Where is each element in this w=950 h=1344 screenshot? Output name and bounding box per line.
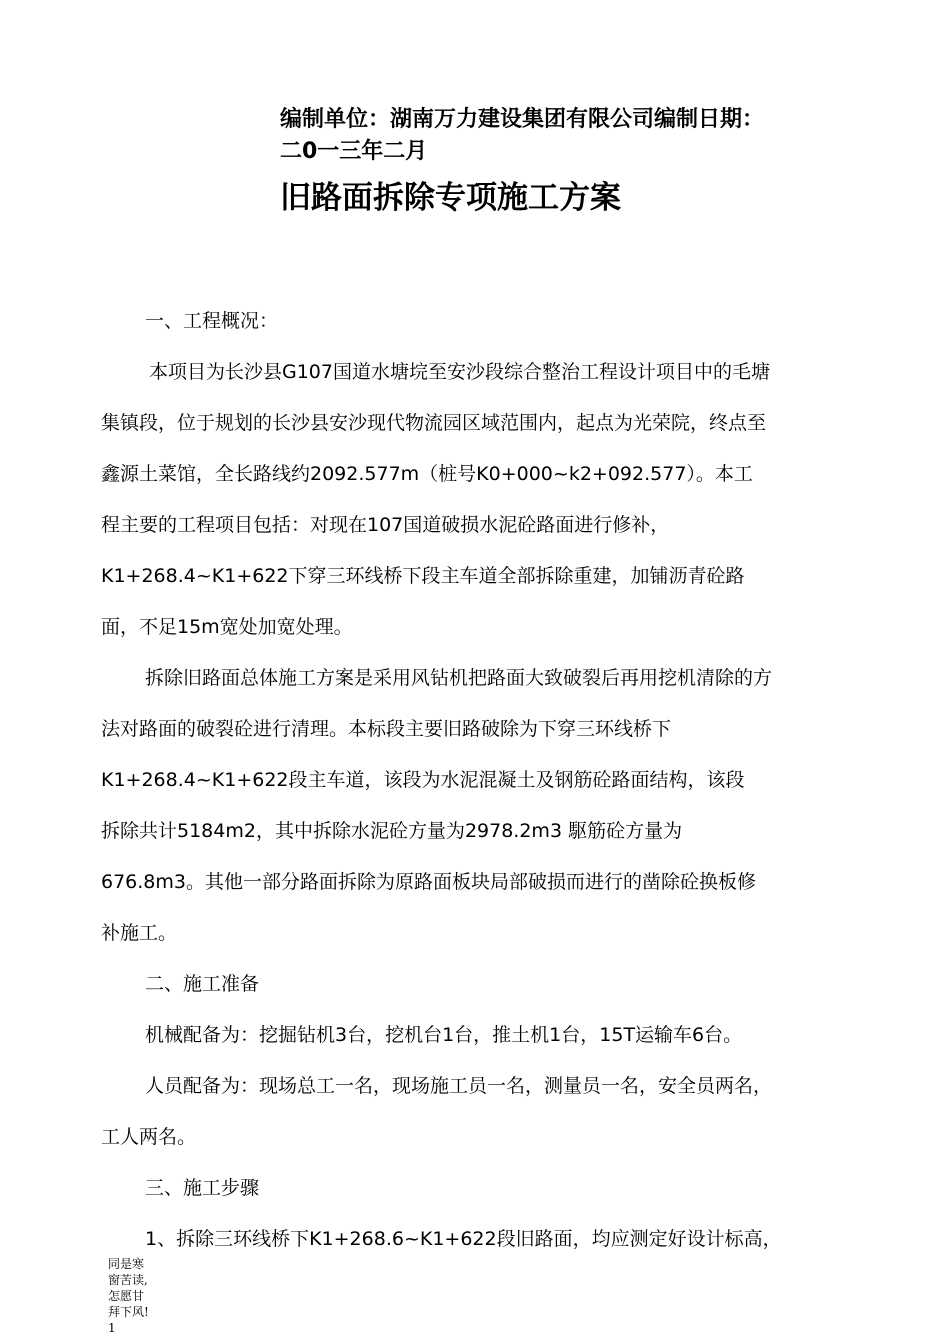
footer-note-line: 同是寒 <box>108 1257 145 1271</box>
paragraph-line: 面，不足15m宽处加宽处理。 <box>101 616 353 638</box>
document-header <box>280 104 880 168</box>
paragraph-line: 鑫源土菜馆，全长路线约2092.577m（桩号K0+000~k2+092.577）。本工 <box>101 463 753 485</box>
paragraph-line: 工人两名。 <box>101 1126 197 1148</box>
page-number: 1 <box>108 1321 116 1335</box>
section-heading-steps: 三、施工步骤 <box>145 1177 260 1199</box>
footer-note-line: 窗苦读, <box>108 1273 148 1287</box>
paragraph-line: 法对路面的破裂砼进行清理。本标段主要旧路破除为下穿三环线桥下 <box>101 718 672 740</box>
paragraph-line: 拆除共计5184m2，其中拆除水泥砼方量为2978.2m3 駆筋砼方量为 <box>101 820 683 842</box>
footer-note-line: 拜下风! <box>108 1305 149 1319</box>
paragraph-line: K1+268.4~K1+622段主车道，该段为水泥混凝土及钢筋砼路面结构，该段 <box>101 769 745 791</box>
header-date-value: 二0一三年二月 <box>280 139 428 164</box>
footer-note <box>108 1256 149 1320</box>
section-heading-overview: 一、工程概况： <box>145 310 279 332</box>
paragraph-line: 程主要的工程项目包括：对现在107国道破损水泥砼路面进行修补， <box>101 514 670 536</box>
header-org-date: 编制单位：湖南万力建设集团有限公司编制日期： <box>280 107 765 132</box>
paragraph-line: 机械配备为：挖掘钻机3台，挖机台1台，推土机1台，15T运输车6台。 <box>145 1024 743 1046</box>
paragraph-line: 1、拆除三环线桥下K1+268.6~K1+622段旧路面，均应测定好设计标高， <box>145 1228 782 1250</box>
document-title: 旧路面拆除专项施工方案 <box>280 180 621 216</box>
paragraph-line: 人员配备为：现场总工一名，现场施工员一名，测量员一名，安全员两名， <box>145 1075 773 1097</box>
paragraph-line: 集镇段，位于规划的长沙县安沙现代物流园区域范围内，起点为光荣院，终点至 <box>101 412 767 434</box>
footer-note-line: 怎愿甘 <box>108 1289 145 1303</box>
document-body <box>101 303 871 1272</box>
paragraph-line: K1+268.4~K1+622下穿三环线桥下段主车道全部拆除重建，加铺沥青砼路 <box>101 565 745 587</box>
paragraph-line: 本项目为长沙县G107国道水塘垸至安沙段综合整治工程设计项目中的毛塘 <box>149 361 770 383</box>
section-heading-preparation: 二、施工准备 <box>145 973 260 995</box>
paragraph-line: 补施工。 <box>101 922 178 944</box>
paragraph-line: 676.8m3。其他一部分路面拆除为原路面板块局部破损而进行的凿除砼换板修 <box>101 871 756 893</box>
paragraph-line: 拆除旧路面总体施工方案是采用风钻机把路面大致破裂后再用挖机清除的方 <box>145 667 773 689</box>
